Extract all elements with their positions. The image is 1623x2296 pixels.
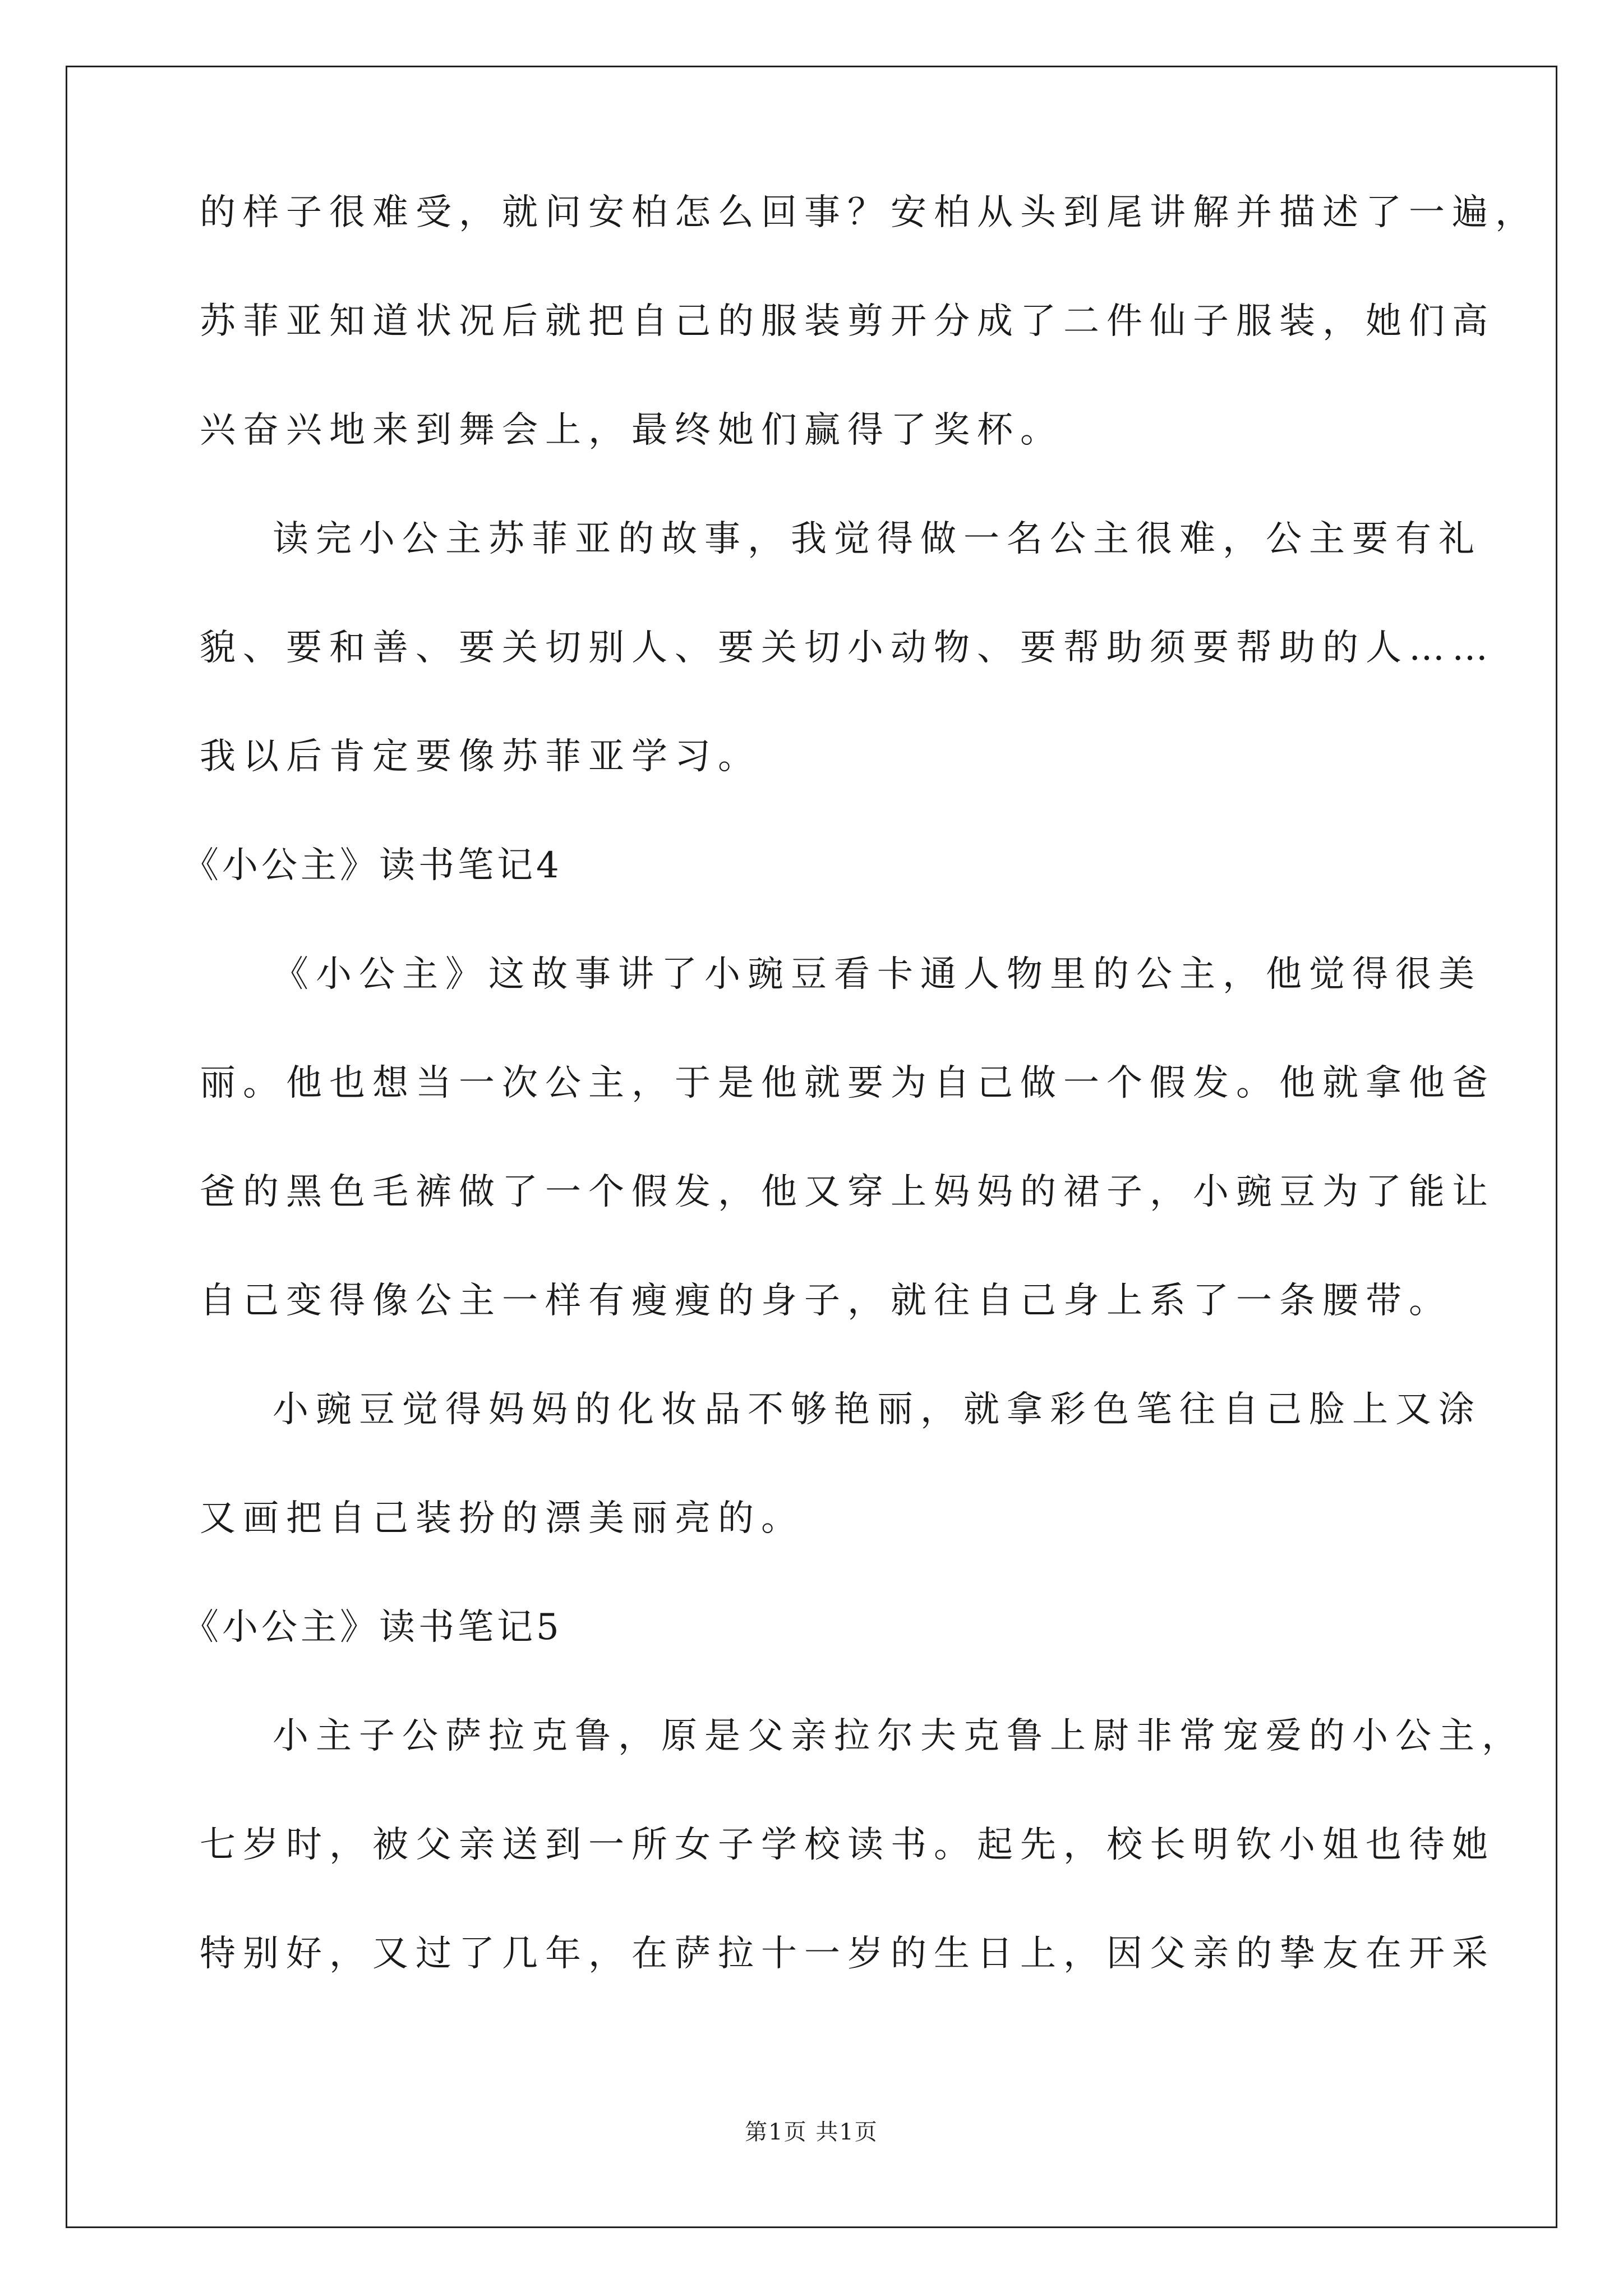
section-heading: 《小公主》读书笔记4 — [183, 845, 562, 886]
paragraph-line: 兴奋兴地来到舞会上，最终她们赢得了奖杯。 — [200, 409, 1063, 451]
paragraph-line: 七岁时，被父亲送到一所女子学校读书。起先，校长明钦小姐也待她 — [200, 1824, 1495, 1866]
paragraph-line: 读完小公主苏菲亚的故事，我觉得做一名公主很难，公主要有礼 — [273, 518, 1482, 560]
page-border — [66, 66, 1557, 2228]
paragraph-line: 的样子很难受，就问安柏怎么回事？安柏从头到尾讲解并描述了一遍， — [200, 192, 1538, 233]
page-footer: 第1页 共1页 — [745, 2119, 878, 2145]
paragraph-line: 丽。他也想当一次公主，于是他就要为自己做一个假发。他就拿他爸 — [200, 1062, 1495, 1104]
section-heading: 《小公主》读书笔记5 — [183, 1607, 562, 1648]
paragraph-line: 苏菲亚知道状况后就把自己的服装剪开分成了二件仙子服装，她们高 — [200, 301, 1495, 342]
paragraph-line: 小主子公萨拉克鲁，原是父亲拉尔夫克鲁上尉非常宠爱的小公主， — [273, 1715, 1525, 1757]
paragraph-line: 爸的黑色毛裤做了一个假发，他又穿上妈妈的裙子，小豌豆为了能让 — [200, 1171, 1495, 1213]
paragraph-line: 又画把自己装扮的漂美丽亮的。 — [200, 1498, 804, 1539]
paragraph-line: 自己变得像公主一样有瘦瘦的身子，就往自己身上系了一条腰带。 — [200, 1280, 1452, 1322]
paragraph-line: 小豌豆觉得妈妈的化妆品不够艳丽，就拿彩色笔往自己脸上又涂 — [273, 1389, 1482, 1430]
paragraph-line: 我以后肯定要像苏菲亚学习。 — [200, 736, 761, 777]
paragraph-line: 貌、要和善、要关切别人、要关切小动物、要帮助须要帮助的人…… — [200, 627, 1495, 669]
paragraph-line: 特别好，又过了几年，在萨拉十一岁的生日上，因父亲的挚友在开采 — [200, 1933, 1495, 1975]
paragraph-line: 《小公主》这故事讲了小豌豆看卡通人物里的公主，他觉得很美 — [273, 954, 1482, 995]
